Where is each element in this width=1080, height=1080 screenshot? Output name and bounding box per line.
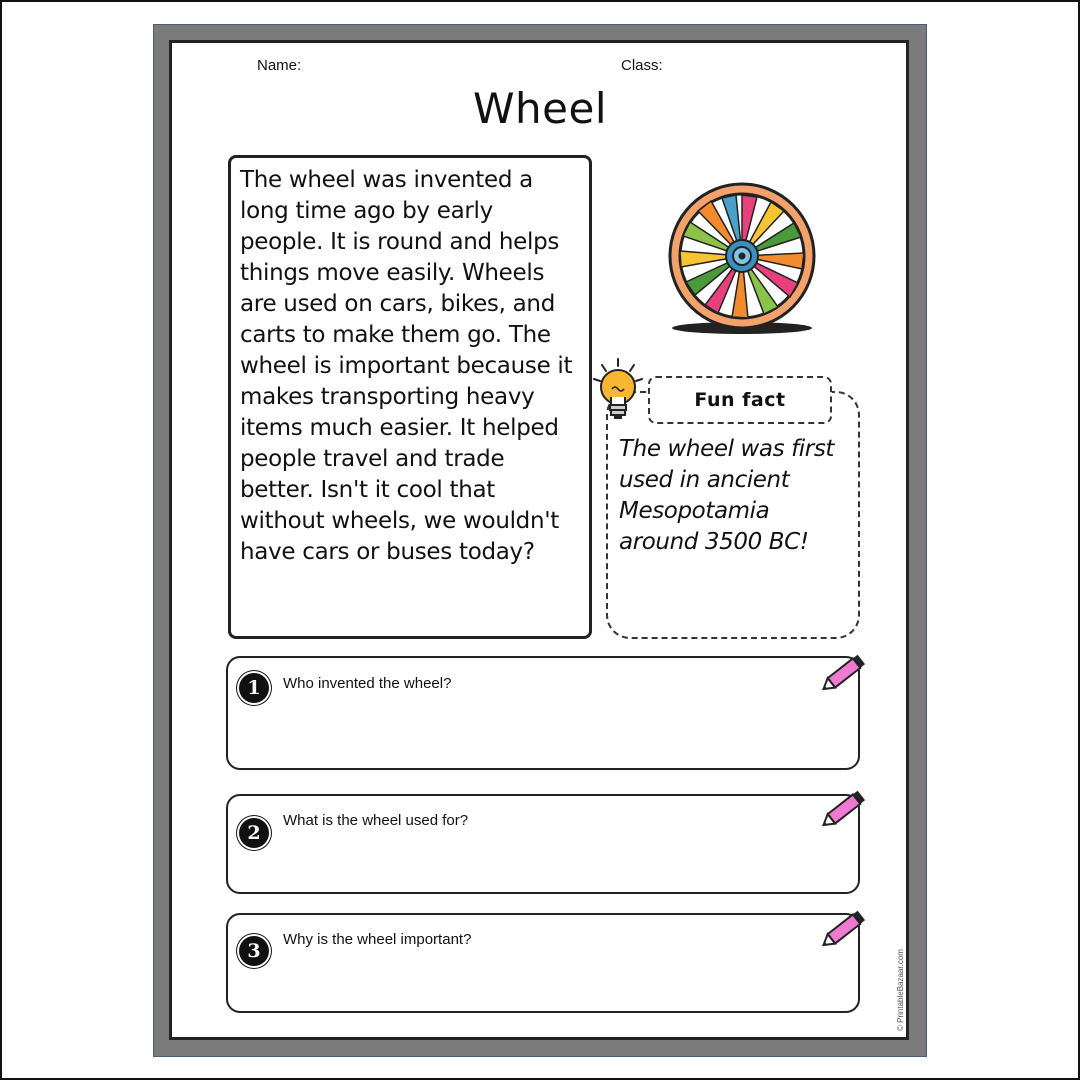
reading-line: without wheels, we wouldn't — [240, 508, 559, 534]
lightbulb-icon — [592, 357, 644, 423]
pencil-icon — [818, 906, 870, 952]
fun-fact-line: used in ancient — [619, 467, 790, 493]
question-3-number-badge: 3 — [239, 936, 269, 966]
fun-fact-line: Mesopotamia — [619, 498, 770, 524]
question-3-answer-box[interactable] — [226, 913, 860, 1013]
reading-line: better. Isn't it cool that — [240, 477, 496, 503]
reading-line: things move easily. Wheels — [240, 260, 545, 286]
reading-line: are used on cars, bikes, and — [240, 291, 556, 317]
question-1-number-badge: 1 — [239, 673, 269, 703]
reading-passage-box — [228, 155, 592, 639]
name-label: Name: — [257, 57, 302, 74]
reading-line: makes transporting heavy — [240, 384, 535, 410]
fun-fact-line: The wheel was first — [619, 436, 835, 462]
wheel-icon — [666, 180, 818, 336]
reading-line: items much easier. It helped — [240, 415, 559, 441]
reading-line: have cars or buses today? — [240, 539, 535, 565]
page-title: Wheel — [473, 84, 607, 133]
class-label: Class: — [621, 57, 663, 74]
pencil-icon — [818, 650, 870, 696]
pencil-icon — [818, 786, 870, 832]
reading-line: carts to make them go. The — [240, 322, 551, 348]
reading-line: wheel is important because it — [240, 353, 573, 379]
fun-fact-heading: Fun fact — [648, 376, 832, 424]
question-1-answer-box[interactable] — [226, 656, 860, 770]
copyright-notice: © PrintableBazaar.com — [896, 949, 905, 1031]
reading-line: The wheel was invented a — [240, 167, 533, 193]
reading-passage — [240, 165, 581, 568]
reading-line: people. It is round and helps — [240, 229, 560, 255]
question-3-text: Why is the wheel important? — [283, 931, 472, 948]
fun-fact-text — [619, 434, 855, 558]
reading-line: people travel and trade — [240, 446, 505, 472]
question-2-answer-box[interactable] — [226, 794, 860, 894]
reading-line: long time ago by early — [240, 198, 493, 224]
question-1-text: Who invented the wheel? — [283, 675, 452, 692]
question-2-number-badge: 2 — [239, 818, 269, 848]
fun-fact-line: around 3500 BC! — [619, 529, 809, 555]
question-2-text: What is the wheel used for? — [283, 812, 469, 829]
